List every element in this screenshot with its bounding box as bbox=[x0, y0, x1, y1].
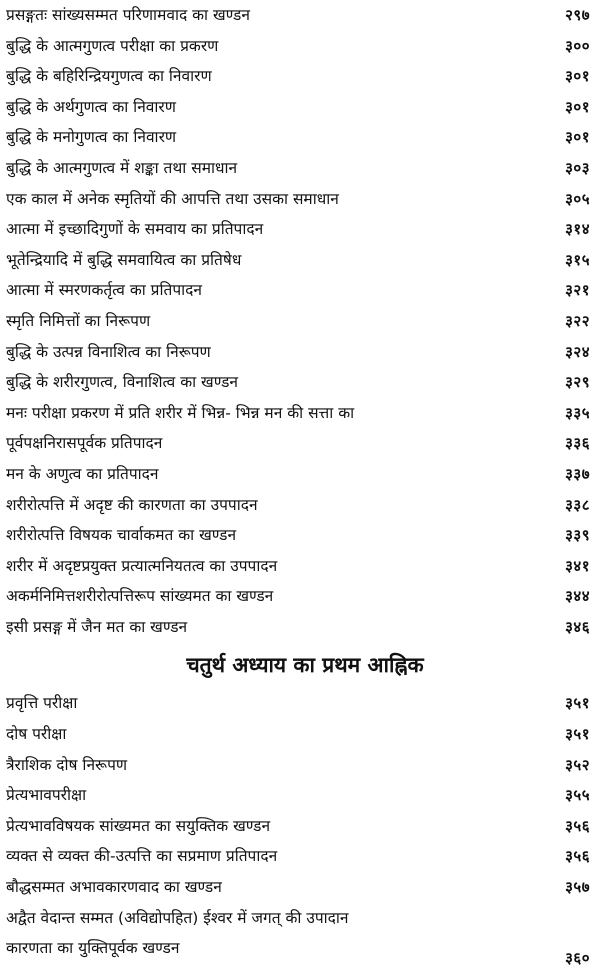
toc-entry-title: स्मृति निमित्तों का निरूपण bbox=[6, 311, 151, 330]
toc-entry-page: ३५५ bbox=[565, 786, 590, 805]
toc-entry-title: पूर्वपक्षनिरासपूर्वक प्रतिपादन bbox=[6, 434, 163, 453]
toc-entry-title: त्रैराशिक दोष निरूपण bbox=[6, 755, 128, 774]
toc-entry bbox=[0, 337, 600, 368]
toc-entry-wrapped-line2 bbox=[0, 933, 600, 967]
toc-entry bbox=[0, 306, 600, 337]
toc-entry-title: व्यक्त से व्यक्त की-उत्पत्ति का सप्रमाण प्रतिपादन bbox=[6, 847, 278, 866]
toc-entry bbox=[0, 551, 600, 582]
toc-entry-page: २९७ bbox=[565, 6, 590, 24]
toc-entry-page: ३०१ bbox=[565, 67, 590, 86]
toc-entry bbox=[0, 367, 600, 398]
toc-entry-title: इसी प्रसङ्ग में जैन मत का खण्डन bbox=[6, 617, 188, 636]
chapter-heading: चतुर्थ अध्याय का प्रथम आह्निक bbox=[186, 653, 424, 678]
toc-entry-title: प्रवृत्ति परीक्षा bbox=[6, 694, 78, 713]
toc-entry-page: ३५७ bbox=[565, 878, 590, 897]
toc-entry-page: ३४४ bbox=[565, 587, 590, 606]
toc-entry-page: ३५६ bbox=[565, 816, 590, 835]
toc-entry-page: ३१५ bbox=[565, 250, 590, 269]
toc-entry bbox=[0, 153, 600, 184]
toc-entry bbox=[0, 245, 600, 276]
toc-entry bbox=[0, 459, 600, 490]
toc-entry bbox=[0, 0, 600, 31]
toc-entry-page: ३३९ bbox=[565, 526, 590, 545]
toc-entry bbox=[0, 398, 600, 429]
toc-entry bbox=[0, 92, 600, 123]
toc-entry-page: ३५६ bbox=[565, 847, 590, 866]
toc-entry-title: शरीरोत्पत्ति में अदृष्ट की कारणता का उपपादन bbox=[6, 495, 258, 514]
toc-entry-title: एक काल में अनेक स्मृतियों की आपत्ति तथा उसका समाधान bbox=[6, 189, 339, 208]
toc-entry-title: बुद्धि के अर्थगुणत्व का निवारण bbox=[6, 97, 176, 116]
toc-entry-title: बुद्धि के शरीरगुणत्व, विनाशित्व का खण्डन bbox=[6, 373, 238, 392]
toc-entry-page: ३३६ bbox=[565, 434, 590, 453]
toc-entry-page: ३०० bbox=[565, 36, 590, 55]
toc-entry bbox=[0, 428, 600, 459]
toc-entry-page: ३५१ bbox=[565, 694, 590, 713]
toc-entry bbox=[0, 780, 600, 811]
toc-entry-page: ३३८ bbox=[565, 495, 590, 514]
toc-entry-page: ३२२ bbox=[565, 311, 590, 330]
toc-entry-title: बुद्धि के आत्मगुणत्व में शङ्का तथा समाधान bbox=[6, 158, 238, 177]
toc-entry bbox=[0, 688, 600, 719]
toc-entry-title: अद्वैत वेदान्त सम्मत (अविद्योपहित) ईश्वर में जगत् की उपादान bbox=[6, 908, 349, 927]
toc-entry-page: ३३७ bbox=[565, 464, 590, 483]
toc-entry-page: ३५२ bbox=[565, 755, 590, 774]
toc-entry bbox=[0, 520, 600, 551]
toc-entry bbox=[0, 841, 600, 872]
toc-entry-page: ३६० bbox=[565, 948, 590, 967]
toc-entry bbox=[0, 811, 600, 842]
toc-entry bbox=[0, 719, 600, 750]
toc-entry bbox=[0, 122, 600, 153]
toc-entry-page: ३०३ bbox=[565, 158, 590, 177]
toc-entry-page: ३०१ bbox=[565, 97, 590, 116]
toc-entry bbox=[0, 490, 600, 521]
toc-entry bbox=[0, 214, 600, 245]
toc-entry bbox=[0, 31, 600, 62]
toc-entry-title: प्रेत्यभावपरीक्षा bbox=[6, 786, 87, 805]
toc-entry-title: प्रसङ्गतः सांख्यसम्मत परिणामवाद का खण्डन bbox=[6, 6, 250, 24]
toc-entry-title: दोष परीक्षा bbox=[6, 725, 67, 744]
toc-entry-title: भूतेन्द्रियादि में बुद्धि समवायित्व का प्रतिषेध bbox=[6, 250, 242, 269]
toc-entry-title: कारणता का युक्तिपूर्वक खण्डन bbox=[6, 938, 180, 957]
toc-entry-wrapped-line1 bbox=[0, 903, 600, 933]
toc-entry-page: ३०१ bbox=[565, 128, 590, 147]
toc-entry-page: ३३५ bbox=[565, 403, 590, 422]
toc-entry bbox=[0, 750, 600, 781]
toc-entry bbox=[0, 275, 600, 306]
toc-section-2 bbox=[0, 688, 600, 902]
toc-entry bbox=[0, 184, 600, 215]
toc-entry-page: ३४६ bbox=[565, 617, 590, 636]
toc-entry-page: ३५१ bbox=[565, 725, 590, 744]
toc-entry-title: बुद्धि के आत्मगुणत्व परीक्षा का प्रकरण bbox=[6, 36, 219, 55]
toc-entry bbox=[0, 581, 600, 612]
toc-entry-title: मनः परीक्षा प्रकरण में प्रति शरीर में भिन्न- भिन्न मन की सत्ता का bbox=[6, 403, 355, 422]
toc-entry-title: शरीरोत्पत्ति विषयक चार्वाकमत का खण्डन bbox=[6, 526, 237, 545]
toc-entry bbox=[0, 61, 600, 92]
toc-entry bbox=[0, 872, 600, 903]
toc-entry-title: अकर्मनिमित्तशरीरोत्पत्तिरूप सांख्यमत का खण्डन bbox=[6, 587, 274, 606]
toc-entry-title: बुद्धि के उत्पन्न विनाशित्व का निरूपण bbox=[6, 342, 211, 361]
toc-entry-page: ३२९ bbox=[565, 373, 590, 392]
toc-entry-page: ३४१ bbox=[565, 556, 590, 575]
toc-entry-title: बुद्धि के मनोगुणत्व का निवारण bbox=[6, 128, 177, 147]
toc-entry-title: आत्मा में इच्छादिगुणों के समवाय का प्रतिपादन bbox=[6, 220, 264, 239]
toc-entry bbox=[0, 612, 600, 643]
toc-entry-title: आत्मा में स्मरणकर्तृत्व का प्रतिपादन bbox=[6, 281, 203, 300]
toc-entry-title: प्रेत्यभावविषयक सांख्यमत का सयुक्तिक खण्डन bbox=[6, 816, 271, 835]
toc-entry-title: शरीर में अदृष्टप्रयुक्त प्रत्यात्मनियतत्व का उपपादन bbox=[6, 556, 278, 575]
toc-entry-page: ३०५ bbox=[565, 189, 590, 208]
toc-entry-page: ३१४ bbox=[565, 220, 590, 239]
toc-entry-title: बौद्धसम्मत अभावकारणवाद का खण्डन bbox=[6, 878, 222, 897]
toc-entry-title: बुद्धि के बहिरिन्द्रियगुणत्व का निवारण bbox=[6, 67, 212, 86]
toc-entry-page: ३२४ bbox=[565, 342, 590, 361]
toc-entry-title: मन के अणुत्व का प्रतिपादन bbox=[6, 464, 159, 483]
toc-entry-page: ३२१ bbox=[565, 281, 590, 300]
